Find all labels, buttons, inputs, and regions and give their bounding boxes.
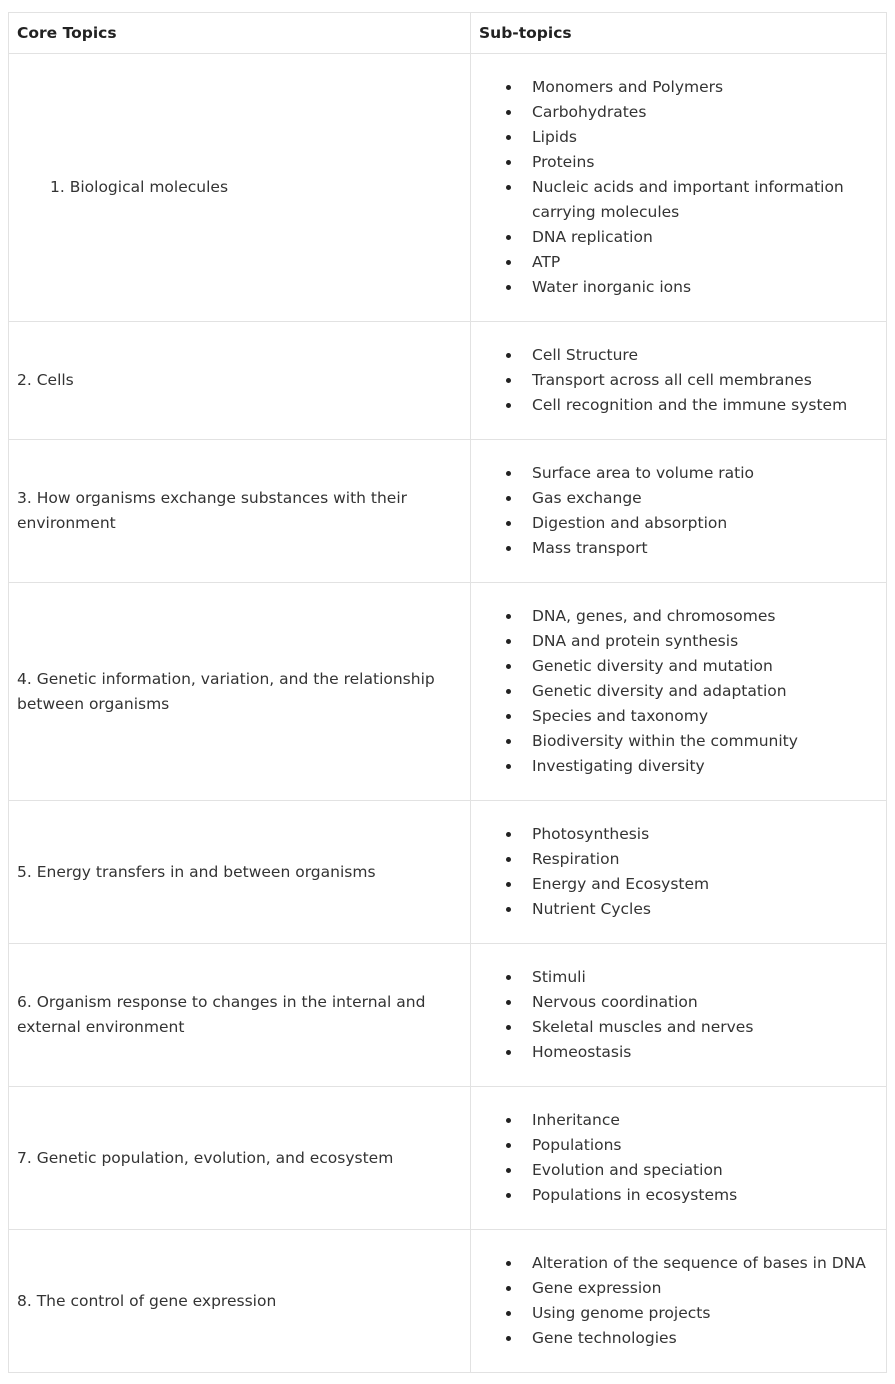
sub-topics-cell — [471, 1087, 887, 1230]
sub-topic-item: • Energy and Ecosystem — [522, 872, 880, 897]
core-topic-cell: 7. Genetic population, evolution, and ecosystem — [9, 1087, 471, 1230]
sub-topic-item: • Genetic diversity and adaptation — [522, 679, 880, 704]
sub-topic-item: • Cell Structure — [522, 343, 880, 368]
sub-topic-item: • ATP — [522, 250, 880, 275]
sub-topic-item: • Species and taxonomy — [522, 704, 880, 729]
sub-topic-item: • Gas exchange — [522, 486, 880, 511]
sub-topic-item: • Proteins — [522, 150, 880, 175]
sub-topic-item: • Populations in ecosystems — [522, 1183, 880, 1208]
topics-table — [8, 12, 887, 1373]
sub-topic-item: • Investigating diversity — [522, 754, 880, 779]
core-topic-cell: 2. Cells — [9, 322, 471, 440]
sub-topics-cell — [471, 801, 887, 944]
sub-topic-item: • Gene expression — [522, 1276, 880, 1301]
sub-topic-list — [481, 822, 880, 922]
sub-topic-item: • Mass transport — [522, 536, 880, 561]
sub-topic-item: • Transport across all cell membranes — [522, 368, 880, 393]
sub-topics-cell — [471, 583, 887, 801]
sub-topic-item: • Evolution and speciation — [522, 1158, 880, 1183]
sub-topics-cell — [471, 322, 887, 440]
sub-topics-cell — [471, 54, 887, 322]
sub-topic-item: • Gene technologies — [522, 1326, 880, 1351]
topics-table-container — [8, 12, 886, 1373]
sub-topic-item: • Digestion and absorption — [522, 511, 880, 536]
core-topic-cell: 4. Genetic information, variation, and the relationship between organisms — [9, 583, 471, 801]
core-topic-cell: 1. Biological molecules — [9, 54, 471, 322]
sub-topic-item: • Alteration of the sequence of bases in DNA — [522, 1251, 880, 1276]
sub-topics-cell — [471, 944, 887, 1087]
table-row — [9, 944, 887, 1087]
table-header-row — [9, 13, 887, 54]
sub-topic-item: • Cell recognition and the immune system — [522, 393, 880, 418]
sub-topic-item: • DNA, genes, and chromosomes — [522, 604, 880, 629]
sub-topic-item: • Photosynthesis — [522, 822, 880, 847]
sub-topic-item: • Respiration — [522, 847, 880, 872]
sub-topic-list — [481, 343, 880, 418]
sub-topic-item: • Homeostasis — [522, 1040, 880, 1065]
sub-topics-header: Sub-topics — [471, 13, 887, 54]
sub-topic-list — [481, 461, 880, 561]
sub-topic-list — [481, 604, 880, 779]
sub-topic-list — [481, 1108, 880, 1208]
sub-topic-item: • Using genome projects — [522, 1301, 880, 1326]
table-row — [9, 1087, 887, 1230]
sub-topic-item: • Genetic diversity and mutation — [522, 654, 880, 679]
sub-topics-cell — [471, 1230, 887, 1373]
core-topic-cell: 6. Organism response to changes in the internal and external environment — [9, 944, 471, 1087]
table-row — [9, 440, 887, 583]
table-row — [9, 583, 887, 801]
sub-topic-item: • DNA replication — [522, 225, 880, 250]
sub-topic-item: • Biodiversity within the community — [522, 729, 880, 754]
sub-topic-item: • Nucleic acids and important information carrying molecules — [522, 175, 880, 225]
sub-topic-item: • Skeletal muscles and nerves — [522, 1015, 880, 1040]
core-topics-header: Core Topics — [9, 13, 471, 54]
core-topic-cell: 3. How organisms exchange substances with their environment — [9, 440, 471, 583]
sub-topic-item: • Nervous coordination — [522, 990, 880, 1015]
sub-topic-item: • Stimuli — [522, 965, 880, 990]
table-row — [9, 801, 887, 944]
sub-topic-list — [481, 75, 880, 300]
sub-topic-list — [481, 965, 880, 1065]
table-row — [9, 322, 887, 440]
sub-topic-item: • Nutrient Cycles — [522, 897, 880, 922]
core-topic-cell: 8. The control of gene expression — [9, 1230, 471, 1373]
sub-topics-cell — [471, 440, 887, 583]
sub-topic-item: • Populations — [522, 1133, 880, 1158]
sub-topic-item: • DNA and protein synthesis — [522, 629, 880, 654]
sub-topic-item: • Lipids — [522, 125, 880, 150]
sub-topic-item: • Surface area to volume ratio — [522, 461, 880, 486]
sub-topic-list — [481, 1251, 880, 1351]
sub-topic-item: • Inheritance — [522, 1108, 880, 1133]
sub-topic-item: • Water inorganic ions — [522, 275, 880, 300]
table-row — [9, 1230, 887, 1373]
core-topic-cell: 5. Energy transfers in and between organisms — [9, 801, 471, 944]
table-row — [9, 54, 887, 322]
sub-topic-item: • Carbohydrates — [522, 100, 880, 125]
sub-topic-item: • Monomers and Polymers — [522, 75, 880, 100]
